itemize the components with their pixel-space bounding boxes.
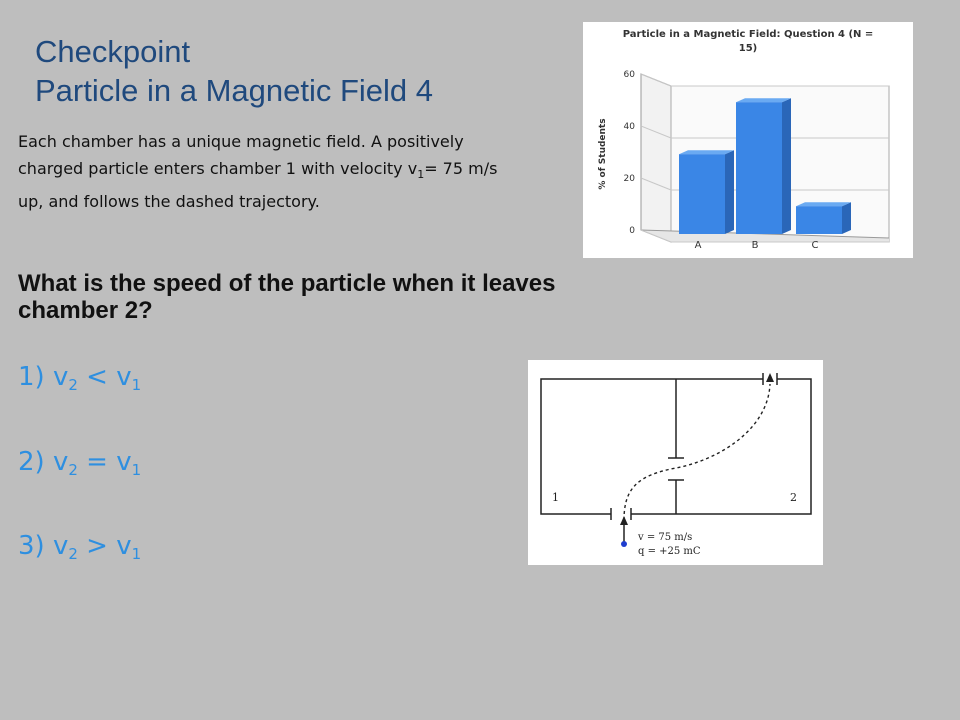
description-text-2: = 75 m/s up, and follows the dashed trajectory. (18, 159, 498, 212)
option-var: v (116, 531, 132, 561)
magnetic-chambers-diagram (528, 360, 823, 565)
option-operator: < (86, 362, 108, 392)
chart-y-tick-label: 20 (623, 174, 635, 184)
option-sub: 2 (68, 461, 78, 479)
description-text-1: Each chamber has a unique magnetic field. A positively charged particle enters chamber 1 with velocity v (18, 132, 464, 178)
chart-bar-side (842, 202, 851, 234)
results-chart (583, 22, 913, 258)
chamber-2-label: 2 (790, 491, 797, 504)
chart-bar-a (679, 154, 725, 234)
option-operator: > (86, 531, 108, 561)
chart-bar-b (736, 102, 782, 234)
diagram-svg (528, 360, 823, 565)
particle-trajectory (624, 384, 770, 520)
chart-bar-side (782, 98, 791, 234)
option-var: v (52, 531, 69, 561)
problem-description (18, 128, 518, 215)
chart-bar-top (736, 98, 791, 102)
chart-bar-top (796, 202, 851, 206)
results-chart-svg (583, 22, 913, 258)
option-sub: 2 (68, 545, 78, 563)
chart-bar-side (725, 150, 734, 234)
option-sub: 1 (131, 545, 142, 563)
chart-y-tick-label: 40 (623, 122, 635, 132)
description-subscript: 1 (417, 168, 425, 182)
option-var: v (52, 362, 69, 392)
chart-y-tick-label: 0 (629, 226, 635, 236)
particle-dot (621, 541, 627, 547)
chart-x-tick-label: B (751, 240, 759, 251)
velocity-label: v = 75 m/s (638, 532, 693, 543)
chamber-1-label: 1 (552, 491, 559, 504)
option-sub: 1 (131, 461, 142, 479)
chart-bar-top (679, 150, 734, 154)
option-sub: 1 (131, 376, 142, 394)
chart-side-wall (641, 74, 671, 242)
answer-option-1[interactable] (18, 362, 141, 392)
chart-bar-c (796, 206, 842, 234)
entry-gap (611, 509, 631, 519)
answer-option-2[interactable] (18, 447, 141, 477)
chart-y-ticks (624, 70, 636, 236)
option-var: v (116, 447, 132, 477)
chart-title-line-2: 15) (738, 43, 758, 54)
chart-title-line-1: Particle in a Magnetic Field: Question 4 (N = (622, 29, 874, 40)
option-operator: = (86, 447, 108, 477)
question-text: What is the speed of the particle when it leaves chamber 2? (18, 270, 556, 324)
title-line-1: Checkpoint (35, 34, 191, 69)
option-number: 2) (18, 447, 45, 477)
charge-label: q = +25 mC (638, 546, 701, 557)
option-number: 3) (18, 531, 45, 561)
answer-option-3[interactable] (18, 531, 141, 561)
chart-y-axis-label: % of Students (598, 118, 608, 190)
option-var: v (116, 362, 132, 392)
option-var: v (52, 447, 69, 477)
chart-x-tick-label: C (811, 240, 819, 251)
option-sub: 2 (68, 376, 78, 394)
chart-y-tick-label: 60 (623, 70, 635, 80)
title-line-2: Particle in a Magnetic Field 4 (35, 73, 434, 108)
slide-title (35, 32, 555, 110)
chart-x-tick-label: A (694, 240, 702, 251)
option-number: 1) (18, 362, 45, 392)
